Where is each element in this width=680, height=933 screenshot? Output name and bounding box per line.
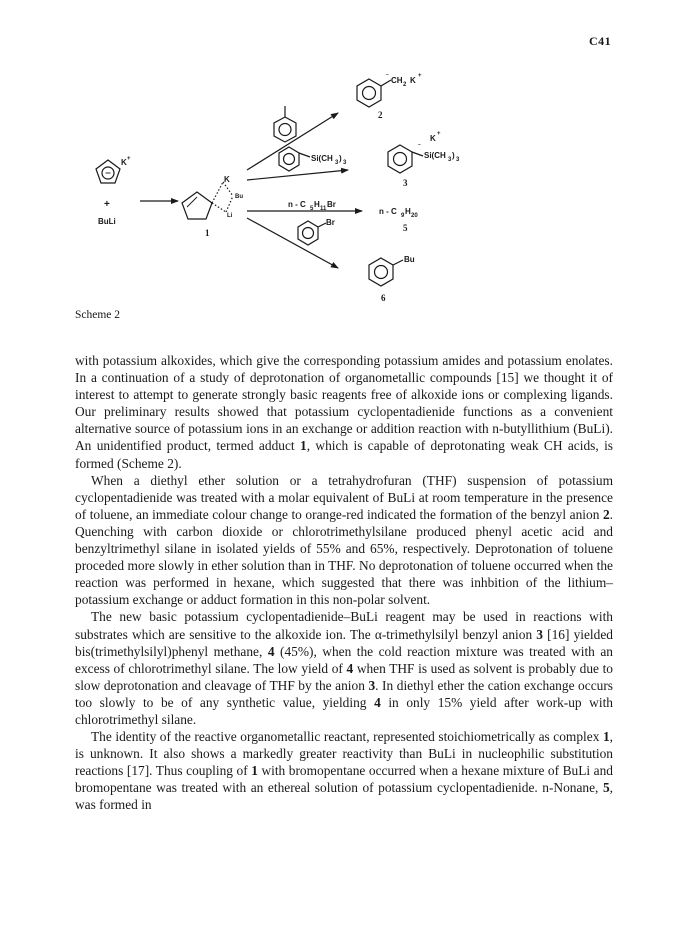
svg-text:−: − — [386, 72, 389, 78]
svg-text:+: + — [418, 73, 422, 79]
paragraph — [75, 352, 613, 472]
text-run: . Quenching with carbon dioxide or chlorotrimethylsilane produced phenyl acetic acid and benzyltrimethyl silane in isolated yields of 55% and 65%, respectively. Deprotonation of toluene proceded more slowly in ether solution than in THF. No deprotonation of toluene occurred when the reaction was performed in hexane, which suggested that there was inhbition of the lithium–potassium exchange or adduct formation in this non-polar solvent. — [75, 506, 613, 608]
plus-sign: + — [104, 199, 110, 210]
compound-reference: 4 — [346, 660, 354, 676]
svg-text:Br: Br — [327, 200, 336, 209]
text-run: when THF is used as solvent is probably due to slow deprotonation and cleavage of THF by the anion — [75, 660, 613, 693]
scheme-caption: Scheme 2 — [75, 309, 121, 321]
svg-text:9: 9 — [401, 213, 405, 219]
compound-reference: 1 — [602, 729, 610, 745]
adduct-bu-label: Bu — [235, 194, 243, 200]
text-run: with bromopentane occurred when a hexane mixture of BuLi and bromopentane was treated with an ethereal solution of potassium cyclopentadienide. n-Nonane, — [75, 763, 613, 796]
product3-group-label: Si(CH — [424, 151, 446, 160]
text-run: . In diethyl ether the cation exchange occurs too slowly to be of any synthetic value, yielding — [75, 677, 614, 710]
text-run: (45%), when the cold reaction mixture was treated with an excess of chlorotrimethyl silane. The low yield of — [75, 643, 613, 676]
svg-text:−: − — [418, 142, 421, 148]
product2-number: 2 — [378, 110, 383, 120]
svg-text:11: 11 — [320, 206, 327, 212]
paragraph — [75, 472, 613, 609]
adduct-k-label: K — [224, 175, 230, 184]
product6-bu-label: Bu — [404, 255, 415, 264]
arrow-to-product-3 — [247, 170, 348, 180]
cyclopentadienide-structure — [96, 156, 131, 183]
text-run: The new basic potassium cyclopentadienide–BuLi reagent may be used in reactions with substrates which are sensitive to the alkoxide ion. The α-trimethylsilyl benzyl anion — [75, 609, 613, 642]
svg-text:2: 2 — [403, 82, 407, 88]
butylbenzene-structure — [369, 255, 415, 303]
product3-reagent-label: Si(CH — [311, 154, 333, 163]
compound-reference: 2 — [602, 506, 610, 522]
toluene-structure — [274, 106, 296, 142]
compound-reference: 4 — [374, 694, 381, 710]
product6-reagent-label: Br — [326, 218, 335, 227]
product3-number: 3 — [403, 178, 408, 188]
text-run: The identity of the reactive organometallic reactant, represented stoichiometrically as complex — [91, 729, 603, 745]
text-run: in only 15% yield after work-up with chlorotrimethyl silane. — [75, 694, 613, 727]
svg-text:+: + — [437, 131, 441, 137]
compound-reference: 3 — [536, 626, 543, 642]
svg-text:): ) — [452, 151, 455, 160]
paragraph — [75, 608, 613, 728]
adduct-li-label: Li — [227, 213, 233, 219]
compound-reference: 4 — [267, 643, 275, 659]
svg-text:20: 20 — [411, 213, 418, 219]
compound-reference: 3 — [368, 677, 376, 693]
body-text — [75, 352, 613, 814]
text-run: When a diethyl ether solution or a tetrahydrofuran (THF) suspension of potassium cyclopentadienide was treated with a molar equivalent of BuLi at room temperature in the presence of toluene, an immediate colour change to orange-red indicated the formation of the benzyl anion — [75, 472, 613, 522]
nonane-reaction — [247, 200, 418, 233]
svg-text:3: 3 — [456, 157, 460, 163]
svg-text:+: + — [127, 156, 131, 162]
page-number: C41 — [589, 34, 612, 48]
reactant-k-label: K — [121, 158, 127, 167]
svg-text:3: 3 — [448, 157, 452, 163]
product2-k-label: K — [410, 76, 416, 85]
svg-text:3: 3 — [335, 160, 339, 166]
paragraph — [75, 728, 613, 813]
compound-reference: 1 — [251, 763, 258, 779]
svg-text:5: 5 — [310, 206, 314, 212]
text-run: , which is capable of deprotonating weak CH acids, is formed (Scheme 2). — [75, 438, 613, 471]
compound-reference: 5 — [602, 780, 610, 796]
benzyltrimethylsilane-structure — [279, 147, 347, 171]
svg-text:H: H — [405, 207, 411, 216]
product5-reagent-label: n - C — [288, 200, 306, 209]
reaction-scheme — [0, 0, 680, 330]
text-run: , was formed in — [75, 780, 613, 813]
svg-text:H: H — [314, 200, 320, 209]
svg-text:3: 3 — [343, 160, 347, 166]
buli-label: BuLi — [98, 217, 116, 226]
svg-text:): ) — [339, 154, 342, 163]
product2-ch-label: CH — [391, 76, 403, 85]
product6-number: 6 — [381, 293, 386, 303]
text-run: [16] yielded bis(trimethylsilyl)phenyl methane, — [75, 626, 613, 659]
compound-reference: 1 — [300, 438, 307, 454]
bromobenzene-structure — [298, 218, 335, 245]
adduct-number: 1 — [205, 228, 210, 238]
adduct-1-structure — [182, 175, 243, 238]
silylbenzyl-potassium-structure — [388, 131, 460, 188]
text-run: with potassium alkoxides, which give the corresponding potassium amides and potassium enolates. In a continuation of a study of deprotonation of organometallic compounds [15] we thought it of interest to attempt to generate strongly basic reagents free of alkoxide ions or complexing ligands. Our preliminary results showed that potassium cyclopentadienide functions as a convenient alternative source of potassium ions in an exchange or addition reaction with n-butyllithium (BuLi). An unidentified product, termed adduct — [75, 353, 613, 454]
product3-k-label: K — [430, 134, 436, 143]
product5-product-label: n - C — [379, 207, 397, 216]
benzyl-potassium-structure — [357, 72, 422, 120]
arrow-to-product-6 — [247, 218, 338, 268]
text-run: , is unknown. It also shows a markedly greater reactivity than BuLi in nucleophilic substitution reactions [17]. Thus coupling of — [75, 729, 613, 779]
product5-number: 5 — [403, 223, 408, 233]
